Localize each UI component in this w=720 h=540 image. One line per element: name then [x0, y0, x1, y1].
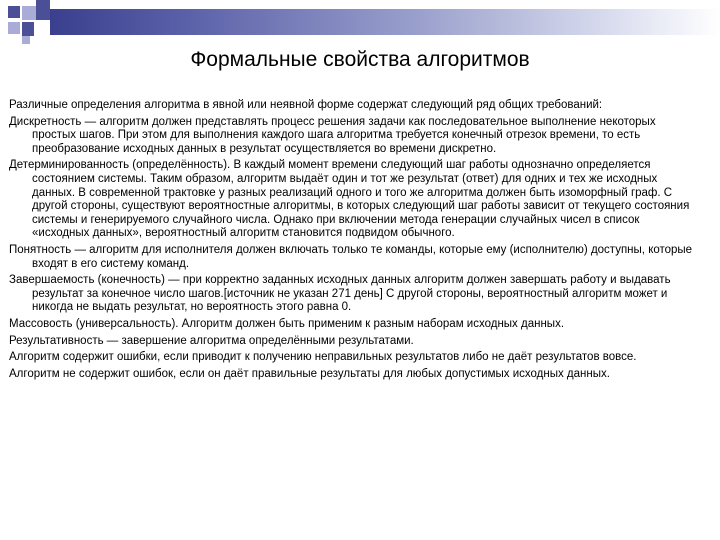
- paragraph-has-errors: Алгоритм содержит ошибки, если приводит к получению неправильных результатов либо не даёт результатов вовсе.: [9, 351, 637, 364]
- decor-square: [8, 22, 20, 34]
- paragraph-clarity: Понятность — алгоритм для исполнителя должен включать только те команды, которые ему (исполнителю) доступны, которые входят в его систему команд.: [9, 243, 693, 270]
- paragraph-finiteness: Завершаемость (конечность) — при корректно заданных исходных данных алгоритм должен завершать работу и выдавать результат за конечное число шагов.[источник не указан 271 день] С другой стороны, вероятностный алгоритм может и никогда не выдать результат, но вероятность этого равна 0.: [9, 274, 671, 314]
- paragraph-intro: Различные определения алгоритма в явной или неявной форме содержат следующий ряд общих требований:: [9, 99, 603, 111]
- paragraph-no-errors: Алгоритм не содержит ошибок, если он даёт правильные результаты для любых допустимых исходных данных.: [9, 367, 610, 380]
- header-decoration: [0, 0, 720, 46]
- decor-square: [22, 6, 36, 20]
- paragraph-determinism: Детерминированность (определённость). В каждый момент времени следующий шаг работы однозначно определяется состоянием системы. Таким образом, алгоритм выдаёт один и тот же результат (ответ) для одних и тех же исходных данных. В современной трактовке у разных реализаций одного и того же алгоритма должен быть изоморфный граф. С другой стороны, существуют вероятностные алгоритмы, в которых следующий шаг работы зависит от текущего состояния системы и генерируемого случайного числа. Однако при включении метода генерации случайных чисел в список «исходных данных», вероятностный алгоритм становится подвидом обычного.: [9, 159, 690, 240]
- slide-body: [9, 99, 699, 384]
- decor-square: [22, 36, 30, 44]
- paragraph-discreteness: Дискретность — алгоритм должен представлять процесс решения задачи как последовательное выполнение некоторых простых шагов. При этом для выполнения каждого шага алгоритма требуется конечный отрезок времени, то есть преобразование исходных данных в результат осуществляется во времени дискретно.: [9, 115, 656, 155]
- paragraph-effectiveness: Результативность — завершение алгоритма определёнными результатами.: [9, 334, 414, 347]
- slide-title: Формальные свойства алгоритмов: [190, 48, 530, 71]
- decor-square: [22, 22, 34, 36]
- decor-square: [36, 0, 50, 20]
- header-gradient-bar: [50, 9, 720, 35]
- paragraph-universality: Массовость (универсальность). Алгоритм должен быть применим к разным наборам исходных данных.: [9, 317, 565, 330]
- decor-square: [8, 6, 20, 18]
